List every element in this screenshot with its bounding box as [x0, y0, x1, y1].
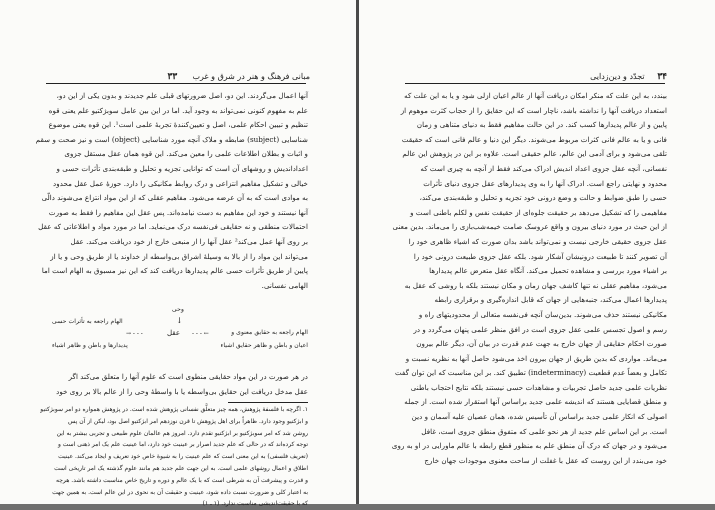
- text-line: پایین و از عالم پدیدارها کسب کند. در این حالت مفاهیم فقط به دنیای متناهی و زمان: [416, 120, 667, 130]
- dashed-arrow-left-icon: ← - - -: [192, 330, 209, 337]
- footnote-line: روشن شد که امر سوبژکتیو بر ابژکتیو تقدم دارد. امروز هم عالمان علوم طبیعی و تجربی بیشتر به این: [56, 429, 308, 437]
- text-line: می‌ماند. مواردی که بدین طریق از جهان بیرون اخذ می‌شود حاصل آنها به نظریه نسبت و: [405, 353, 667, 363]
- footnote-line: و قدرت و پیشرفت آن به شرطی است که با یک عالم و دوره و تاریخ خاص مناسبت داشته باشد. هرچه: [56, 476, 308, 484]
- right-page: [359, 0, 715, 504]
- diagram-upper-left: الهام راجعه به تأثرات حسی: [52, 318, 123, 325]
- footnote-rule: [228, 402, 308, 403]
- text-line: پایین از طریق تأثرات حسی عالم پدیدارها دریافت کند که این نیز مسبوق به الهام است اما: [41, 266, 308, 276]
- text-line: و منطق قضایایی هستند که اندیشه علمی جدید براساس آنها استقرار شده است. از جمله: [404, 397, 667, 407]
- text-line: آنها اعمال می‌گردند. این دو، اصل ضرورتهای قبلی علم جدیدند و بدون یکی از این دو،: [56, 91, 308, 100]
- text-line: مکانیکی نیستند حذف می‌شوند. بدین‌سان آنچه فی‌نفسه متعالی از محدودیتهای راه و: [418, 309, 667, 319]
- text-line: آنها نیستند و خود این مفاهیم به دست نیامده‌اند. پس عقل این مفاهیم را فقط به صورت: [48, 207, 308, 217]
- text-line: در هر صورت در این مواد حقایقی منطوی است که علوم آنها را متعلق می‌کند اگر: [68, 372, 308, 381]
- text-line: از این حیث در مورد دنیای بیرون و واقع عروسک صامت خیمه‌شب‌بازی را می‌ماند. بدین معنی: [392, 222, 667, 232]
- footnote-line: ۱. اگرچه با فلسفهٔ پژوهش، همه چیز متعلَّق نفسانی پژوهش شده است. در پژوهش همواره دو امر سوبژکتیو: [40, 406, 308, 413]
- revelation-diagram: [46, 306, 308, 376]
- diagram-lower-right: اعیان و باطن و ظاهر حقایق اشیاء: [220, 342, 308, 349]
- right-page-header: [590, 72, 667, 82]
- text-line: پدیدارها اعمال می‌کند، جنبه‌هایی از جهان که قابل اندازه‌گیری و برقراری رابطه: [434, 295, 667, 305]
- left-paragraph-2: [46, 370, 308, 399]
- text-line: تکامل و بعضاً عدم قطعیت (indeterminacy) تطبیق کند. بر این مناسبت که این توان گفت: [394, 368, 667, 378]
- text-line: آن تصویر کنند تا طبیعت درونیشان آشکار شود. بلکه عقل جزوی طبیعت درونی خود را: [413, 251, 667, 261]
- text-line: مفاهیمی را که تشکیل می‌دهد بر حقیقت جلوه‌ای از حقیقت نفس و لکلم باطنی است و: [410, 207, 667, 217]
- text-line: و اثبات و بطلان اطلاعات علمی را معین می‌کند. این قوه همان عقل مستقل جزوی: [64, 149, 308, 159]
- left-page: [0, 0, 356, 508]
- text-line: نظریات علمی جدید حاصل تجربیات و مشاهدات حسی نیستند بلکه نتایج احتجاب باطنی: [410, 382, 667, 392]
- text-line: عقل مدخل دریافت این حقایق بی‌واسطه یا با واسطهٔ وحی را از عالم بالا بر روی خود: [56, 386, 308, 396]
- text-line: تلقی می‌شود و برای آدمی این عالم، عالم حقیقی است. علاوه بر این در پژوهش این عالم: [402, 149, 667, 159]
- text-line: است. بر این اساس علم جدید از هر نحو علمی که متفوق منطق جزوی است، غافل: [421, 426, 667, 436]
- left-running-title: مبانی فرهنگ و هنر در شرق و غرب: [192, 72, 310, 81]
- text-line: شناسایی (subject) ضابطه و ملاک آنچه مورد شناسایی (object) است و نیز صحت و سقم: [35, 134, 308, 144]
- left-page-header: [168, 72, 310, 82]
- text-line: اصولی که انکار علمی جدید براساس آن تأسیس شده، همان عصیان علیه آسمان و دین: [411, 412, 667, 422]
- text-line: می‌شود و در جهان که درک آن منطق علم به منظور قطع رابطه با عالم ماورایی در او به روی: [391, 441, 667, 451]
- header-rule: [46, 83, 306, 84]
- text-line: صورت احکام حقایقی از جهان خارج به جهت عدم قدرت در بیان آن، دیگر عالم بیرون: [416, 339, 667, 349]
- text-line: به موادی است که به آن عرضه می‌شود. مفاهیم عقلی که از این مواد انتزاع می‌شوند دالّی: [41, 193, 308, 203]
- dashed-arrow-right-icon: - - - →: [126, 330, 143, 337]
- left-page-number: ۳۳: [167, 72, 178, 82]
- left-paragraph-1: [35, 89, 308, 293]
- text-line: حسی را طبق ضوابط و حالت و وضع درونی خود تجزیه و تحلیل و طبقه‌بندی می‌کند،: [419, 193, 667, 203]
- text-line: محدود و نهایتی راجع است. ادراک آنها را به وی پدیدارهای عقل جزوی دنیای تأثرات: [423, 178, 667, 188]
- diagram-lower-left: پدیدارها و باطن و ظاهر اشیاء: [52, 342, 128, 349]
- text-line: الهامی نفسانی.: [261, 280, 308, 290]
- text-line: خیالی و تشکیل مفاهیم انتزاعی و درک روابط مکانیکی را دارد. حوزهٔ عمل عقل محدود: [53, 178, 308, 188]
- text-line: بر روی آنها عمل می‌کند² عقل آنها را از منبعی خارج از خود دریافت می‌کند. عقل: [70, 236, 308, 246]
- footnote-line: (تعریف فلسفی) به این معنی است که علم عینیت را به شیوهٔ خاص خود تعریف و ایجاد می‌کند. عینیت: [58, 453, 308, 461]
- diagram-center-label: عقل: [167, 329, 181, 337]
- right-paragraph: [391, 89, 667, 468]
- footnote-line: که با حقیقت‌اندیشی مناسبت ندارد. (۱ ـ ۱): [202, 500, 308, 508]
- right-running-title: تجدّد و دین‌زدایی: [590, 72, 645, 81]
- diagram-top-label: وحی: [172, 306, 184, 313]
- left-footnote: [40, 404, 308, 510]
- text-line: نفسانی، آنچه عقل جزوی اعداد اندیش ادراک می‌کند فقط از آنچه به چیزی است که: [420, 163, 667, 173]
- text-line: فانی و یا به عالم فانی کثرات مربوط می‌شوند. دیگر این دنیا و عالم فانی است که حقیقت: [401, 134, 667, 144]
- footnote-line: به اعتبار کلی و ضرورت نسبت داده شود، عینیت و حقیقت آن به نحوی در این عالم است. به همین جهت: [52, 488, 308, 496]
- text-line: تنظیم و تبیین احکام علمی، اصل و تعیین‌کنندهٔ تجربهٔ علمی است¹. این قوه یعنی موضوع: [48, 120, 308, 130]
- text-line: بیندد، به این علت که منکر امکان دریافت آنها از عالم اعیان ازلی شود و یا به این علت که: [404, 91, 667, 100]
- text-line: عقل جزوی حقیقی خارجی نیست و نمی‌تواند باشد بدان صورت که اشیاء ظاهری خود را: [408, 236, 667, 246]
- text-line: استعداد دریافت آنها را نداشته باشد، ناچار است که این حقایق را از حجاب کثرت موهوم از: [400, 105, 667, 115]
- text-line: می‌تواند این مواد را از بالا به وسیلهٔ اشراق بی‌واسطه از خداوند یا از طریق وحی و یا از: [50, 251, 308, 261]
- text-line: اعداداندیش و روشهای آن است که توانایی تجزیه و تحلیل و طبقه‌بندی تأثرات حسی و: [56, 163, 308, 173]
- text-line: رسم و اصول تجسس علمی عقل جزوی است در افق منظر علمی پنهان می‌گردد و در: [413, 324, 667, 334]
- footnote-line: توجه کرده‌اند که در حالی که علم جدید اصرار بر عینیت خود دارد، اما عینیت علم یک امر ذهنی است و: [57, 441, 308, 449]
- text-line: می‌شود، مفاهیم عقلی نه تنها کاشف جهان زمان و مکان نیستند بلکه با روشی که عقل به: [404, 280, 667, 290]
- footnote-line: و ابژکتیو وجود دارد. ظاهراً برای اهل پژوهش تا قرن نوزدهم امر ابژکتیو اصل بود، لیکن از آن پس: [68, 417, 308, 425]
- text-line: خود می‌بندد از این روست که عقل با غفلت از ساحت معنوی موجودات جهان خارج: [424, 455, 667, 465]
- footnote-line: اطلاق و اعمال روشهای علمی است. به این جهت علم جدید هم مانند علوم گذشته یک امر تاریخی است: [54, 464, 308, 472]
- arrow-down-icon: ↓: [176, 316, 183, 325]
- header-rule: [405, 83, 665, 84]
- diagram-upper-right: الهام راجعه به حقایق معنوی و: [231, 329, 308, 336]
- text-line: علم به مفهوم کنونی نمی‌تواند به وجود آید. اما در این بین عامل سوبژکتیو علم یعنی قوه: [48, 105, 308, 115]
- text-line: احتمالات منطقی و نه حقایقی فی‌نفسه درک می‌نماید. اما در مورد مواد و اطلاعاتی که عقل: [38, 222, 308, 232]
- right-page-number: ۳۴: [657, 72, 667, 82]
- text-line: بر اشیاء مورد بررسی و مشاهده تحمیل می‌کند. آنگاه عقل متعرض عالم پدیدارها: [429, 266, 667, 276]
